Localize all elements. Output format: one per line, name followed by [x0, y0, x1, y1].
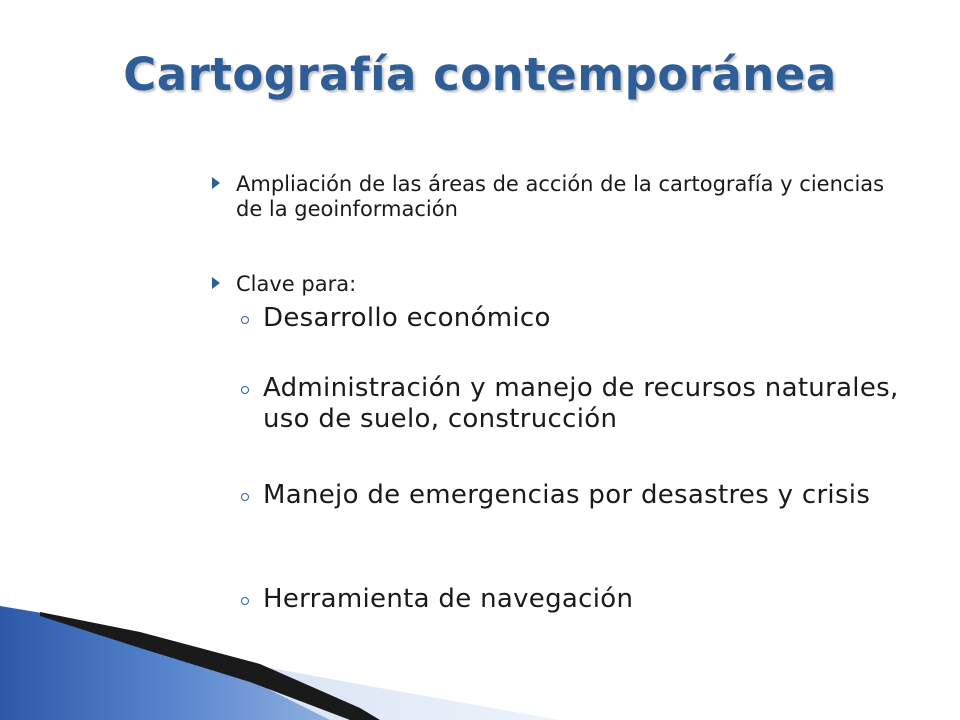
sub-bullet-text: Manejo de emergencias por desastres y crisis — [263, 480, 871, 510]
slide-title: Cartografía contemporánea — [123, 48, 837, 101]
bullet-text: Ampliación de las áreas de acción de la cartografía y ciencias de la geoinformación — [236, 172, 885, 221]
blue-wave-shape — [0, 606, 330, 720]
sub-bullet-text: Administración y manejo de recursos naturales, uso de suelo, construcción — [263, 373, 899, 434]
sub-bullet-text: Desarrollo económico — [263, 303, 551, 333]
bullet-text: Clave para: — [236, 272, 357, 296]
sub-bullet-text: Herramienta de navegación — [263, 584, 634, 614]
